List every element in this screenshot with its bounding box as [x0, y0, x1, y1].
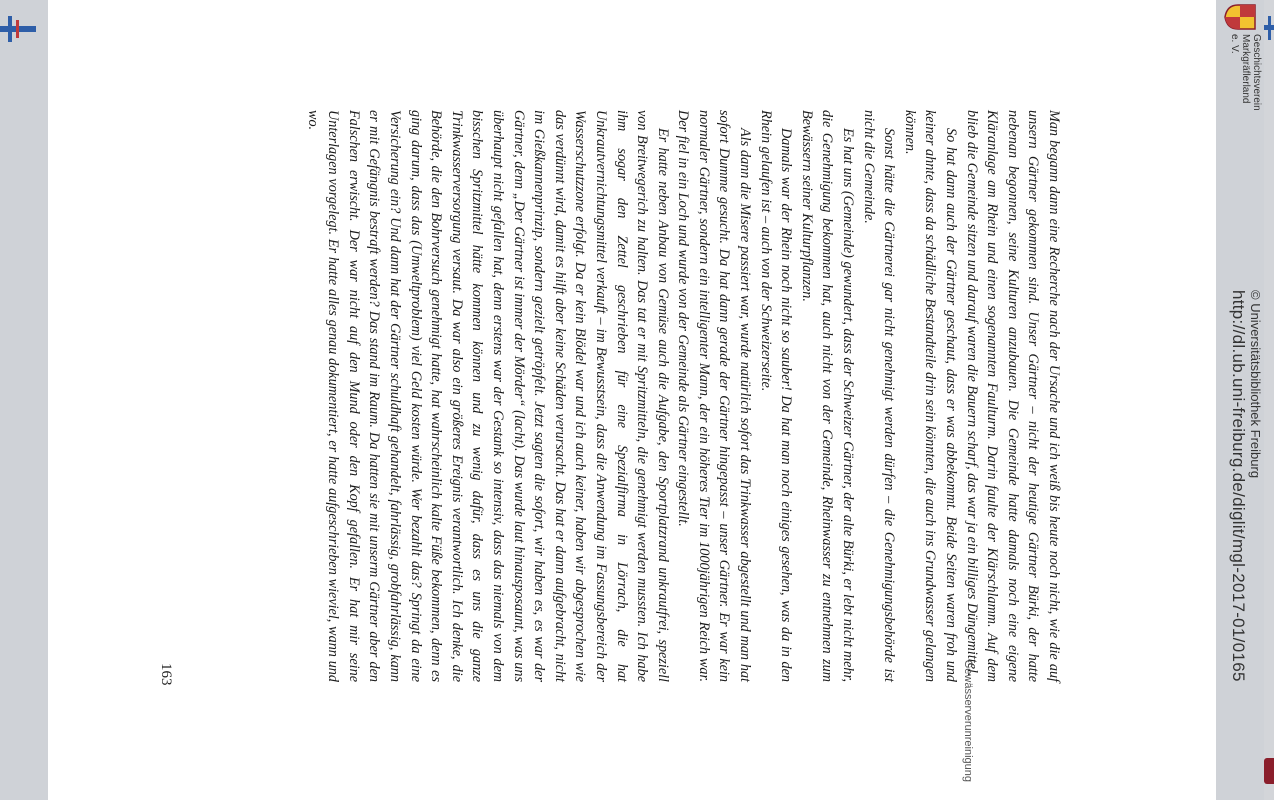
left-margin-strip [0, 0, 48, 800]
paragraph: Als dann die Misere passiert war, wurde natürlich sofort das Trinkwasser abgestellt und man hat sofort Dumme gesucht. Da hat dann gerade der Gärtner hingepasst – unser Gärtner. Er war kein normaler Gärtner, sondern ein intelligenter Mann, der ein höheres Tier im 1000jährigen Reich war. Der fiel in ein Loch und wurde von der Gemeinde als Gärtner eingestellt. [675, 110, 754, 682]
copyright-credit: © Universitätsbibliothek Freiburg [1248, 290, 1263, 479]
page-number: 163 [158, 663, 174, 686]
right-margin-strip [1264, 0, 1274, 800]
paragraph: Sonst hätte die Gärtnerei gar nicht genehmigt werden dürfen – die Genehmigungsbehörde ist nicht die Gemeinde. [860, 110, 898, 682]
footer-bar [1216, 0, 1264, 800]
paragraph: Man begann dann eine Recherche nach der Ursache und ich weiß bis heute noch nicht, wie die auf unsern Gärtner gekommen sind. Unser Gärtner – nicht der heutige Gärtner Bürki, der hatte nebenan begonnen, seine Kulturen anzubauen. Die Gemeinde hatte damals noch eine eigene Kläranlage am Rhein und einen sogenannten Faulturm. Darin faulte der Klärschlamm. Auf dem blieb die Gemeinde sitzen und darauf waren die Bauern scharf, das war ja ein billiges Düngemittel. [963, 110, 1062, 682]
body-text [302, 110, 1064, 682]
logo-flag-icon [0, 14, 36, 44]
paragraph: So hat dann auch der Gärtner geschaut, dass er was abbekommt. Beide Seiten waren froh und keiner ahnte, dass da schädliche Bestandteile drin sein könnten, die auch ins Grundwasser gelangen können. [901, 110, 960, 682]
org-name: Geschichtsverein Markgräflerland e. V. [1229, 34, 1262, 111]
crest-icon [1264, 758, 1274, 784]
rotated-page-content [48, 0, 1264, 800]
document-url[interactable]: http://dl.ub.uni-freiburg.de/diglit/mgl-2017-01/0165 [1229, 290, 1248, 682]
crest-icon [1224, 4, 1256, 30]
logo-flag-icon [1264, 16, 1274, 40]
running-header: Gewässerverunreinigung [962, 659, 974, 782]
paragraph: Er hatte neben Anbau von Gemüse auch die Aufgabe, den Sportplatzrand unkrautfrei, speziell von Breitwegerich zu halten. Das tat er mit Spritzmitteln, die genehmigt werden mussten. Ich habe ihm sogar den Zettel geschrieben für eine Spezialfirma in Lörrach, die hat Unkrautvernichtungsmittel verkauft – im Bewusstsein, dass die Anwendung im Fassungsbereich der Wasserschutzzone erfolgt. Da er kein Blödel war und ich auch keiner, haben wir abgesprochen wie das verdünnt wird, damit es hilft aber keine Schäden verursacht. Das hat er dann aufgebracht, nicht im Gießkannenprinzip, sondern gezielt getröpfelt. Jetzt sagten die sofort, wir haben es, es war der Gärtner, denn „Der Gärtner ist immer der Mörder“ (lacht). Das wurde laut hinausposaunt, was uns überhaupt nicht gefallen hat, denn erstens war der Gestank so intensiv, dass das niemals von dem bisschen Spritzmittel hätte kommen können und zu wenig dafür, dass es uns die ganze Trinkwasserversorgung versaut. Da war also ein größeres Ereignis verantwortlich. Ich denke, die Behörde, die den Bohrversuch genehmigt hatte, hat wahrscheinlich kalte Füße bekommen, denn es ging darum, dass das (Umweltproblem) viel Geld kosten würde. Wer bezahlt das? Springt da eine Versicherung ein? Und dann hat der Gärtner schuldhaft gehandelt, fahrlässig, grobfahrlässig, kann er mit Gefängnis bestraft werden? Das stand im Raum. Da hatten sie mit unserm Gärtner aber den Falschen erwischt. Der war nicht auf den Mund oder den Kopf gefallen. Er hat mir seine Unterlagen vorgelegt. Er hatte alles genau dokumentiert, er hatte aufgeschrieben wieviel, wann und wo. [304, 110, 671, 682]
document-page [48, 0, 1264, 800]
paragraph: Damals war der Rhein noch nicht so sauber! Da hat man noch einiges gesehen, was da in den Rhein gelaufen ist – auch von der Schweizerseite. [757, 110, 795, 682]
paragraph: Es hat uns (Gemeinde) gewundert, dass der Schweizer Gärtner, der alte Bürki, er lebt nicht mehr, die Genehmigung bekommen hat, auch nicht von der Gemeinde, Rheinwasser zu entnehmen zum Bewässern seiner Kulturpflanzen. [798, 110, 857, 682]
